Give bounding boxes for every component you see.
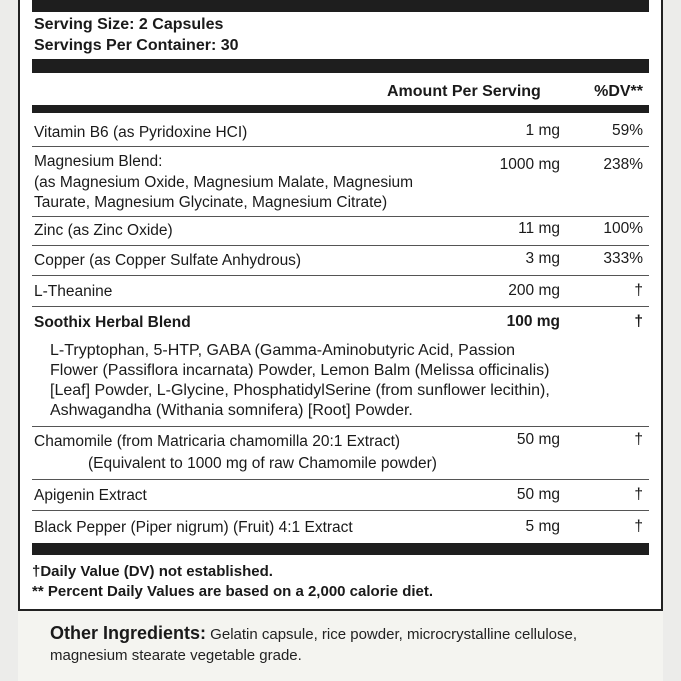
row-divider <box>32 275 649 276</box>
nutrient-sub: Taurate, Magnesium Glycinate, Magnesium Citrate) <box>34 194 388 211</box>
nutrient-sub: (Equivalent to 1000 mg of raw Chamomile powder) <box>88 455 437 472</box>
row-divider <box>32 426 649 427</box>
amount-per-serving-header: Amount Per Serving <box>387 83 541 100</box>
blend-name: Soothix Herbal Blend <box>34 314 191 331</box>
nutrient-name: Chamomile (from Matricaria chamomilla 20:1 Extract) <box>34 433 401 450</box>
nutrient-dv: † <box>634 431 643 448</box>
nutrient-amount: 200 mg <box>508 282 560 299</box>
nutrient-amount: 11 mg <box>518 220 560 237</box>
nutrient-dv: 59% <box>611 122 643 139</box>
nutrient-name: Copper (as Copper Sulfate Anhydrous) <box>34 252 302 269</box>
nutrient-amount: 50 mg <box>516 486 560 503</box>
blend-desc-line: Flower (Passiflora incarnata) Powder, Lemon Balm (Melissa officinalis) <box>50 362 550 379</box>
row-divider <box>32 510 649 511</box>
nutrient-amount: 3 mg <box>525 250 560 267</box>
nutrient-dv: 100% <box>603 220 643 237</box>
nutrient-name: L-Theanine <box>34 283 113 300</box>
nutrient-dv: † <box>634 518 643 535</box>
blend-desc-line: L-Tryptophan, 5-HTP, GABA (Gamma-Aminobutyric Acid, Passion <box>50 342 516 359</box>
blend-amount: 100 mg <box>506 313 560 330</box>
row-divider <box>32 245 649 246</box>
row-divider <box>32 306 649 307</box>
right-background-edge <box>663 0 681 681</box>
top-thick-bar <box>32 0 649 12</box>
nutrient-dv: † <box>634 282 643 299</box>
nutrient-name: Apigenin Extract <box>34 487 147 504</box>
servings-per-container: Servings Per Container: 30 <box>34 37 239 54</box>
header-thick-bar <box>32 105 649 113</box>
percent-dv-footnote: ** Percent Daily Values are based on a 2,000 calorie diet. <box>32 583 434 600</box>
nutrient-dv: 238% <box>603 156 643 173</box>
supplement-facts-panel <box>18 0 663 611</box>
blend-desc-line: Ashwagandha (Withania somnifera) [Root] Powder. <box>50 402 413 419</box>
nutrient-name: Zinc (as Zinc Oxide) <box>34 222 173 239</box>
nutrient-name: Vitamin B6 (as Pyridoxine HCI) <box>34 124 248 141</box>
blend-desc-line: [Leaf] Powder, L-Glycine, PhosphatidylSerine (from sunflower lecithin), <box>50 382 550 399</box>
nutrient-amount: 5 mg <box>525 518 560 535</box>
serving-size: Serving Size: 2 Capsules <box>34 16 224 33</box>
nutrient-name: Magnesium Blend: <box>34 153 163 170</box>
nutrient-name: Black Pepper (Piper nigrum) (Fruit) 4:1 Extract <box>34 519 353 536</box>
row-divider <box>32 216 649 217</box>
blend-dv: † <box>634 313 643 330</box>
nutrient-amount: 50 mg <box>516 431 560 448</box>
other-ingredients-label: Other Ingredients: <box>50 623 207 643</box>
bottom-thick-bar <box>32 543 649 555</box>
left-background-edge <box>0 0 18 681</box>
nutrient-dv: † <box>634 486 643 503</box>
nutrient-amount: 1000 mg <box>499 156 560 173</box>
dv-not-established-footnote: †Daily Value (DV) not established. <box>32 563 273 580</box>
row-divider <box>32 146 649 147</box>
other-ingredients <box>50 623 650 666</box>
other-ingredients-text: Gelatin capsule, rice powder, microcrystalline cellulose, magnesium stearate vegetable grade. <box>50 626 578 664</box>
nutrient-amount: 1 mg <box>525 122 560 139</box>
serving-thick-bar <box>32 59 649 73</box>
dv-header: %DV** <box>594 83 643 100</box>
row-divider <box>32 479 649 480</box>
nutrient-sub: (as Magnesium Oxide, Magnesium Malate, Magnesium <box>34 174 414 191</box>
nutrient-dv: 333% <box>603 250 643 267</box>
